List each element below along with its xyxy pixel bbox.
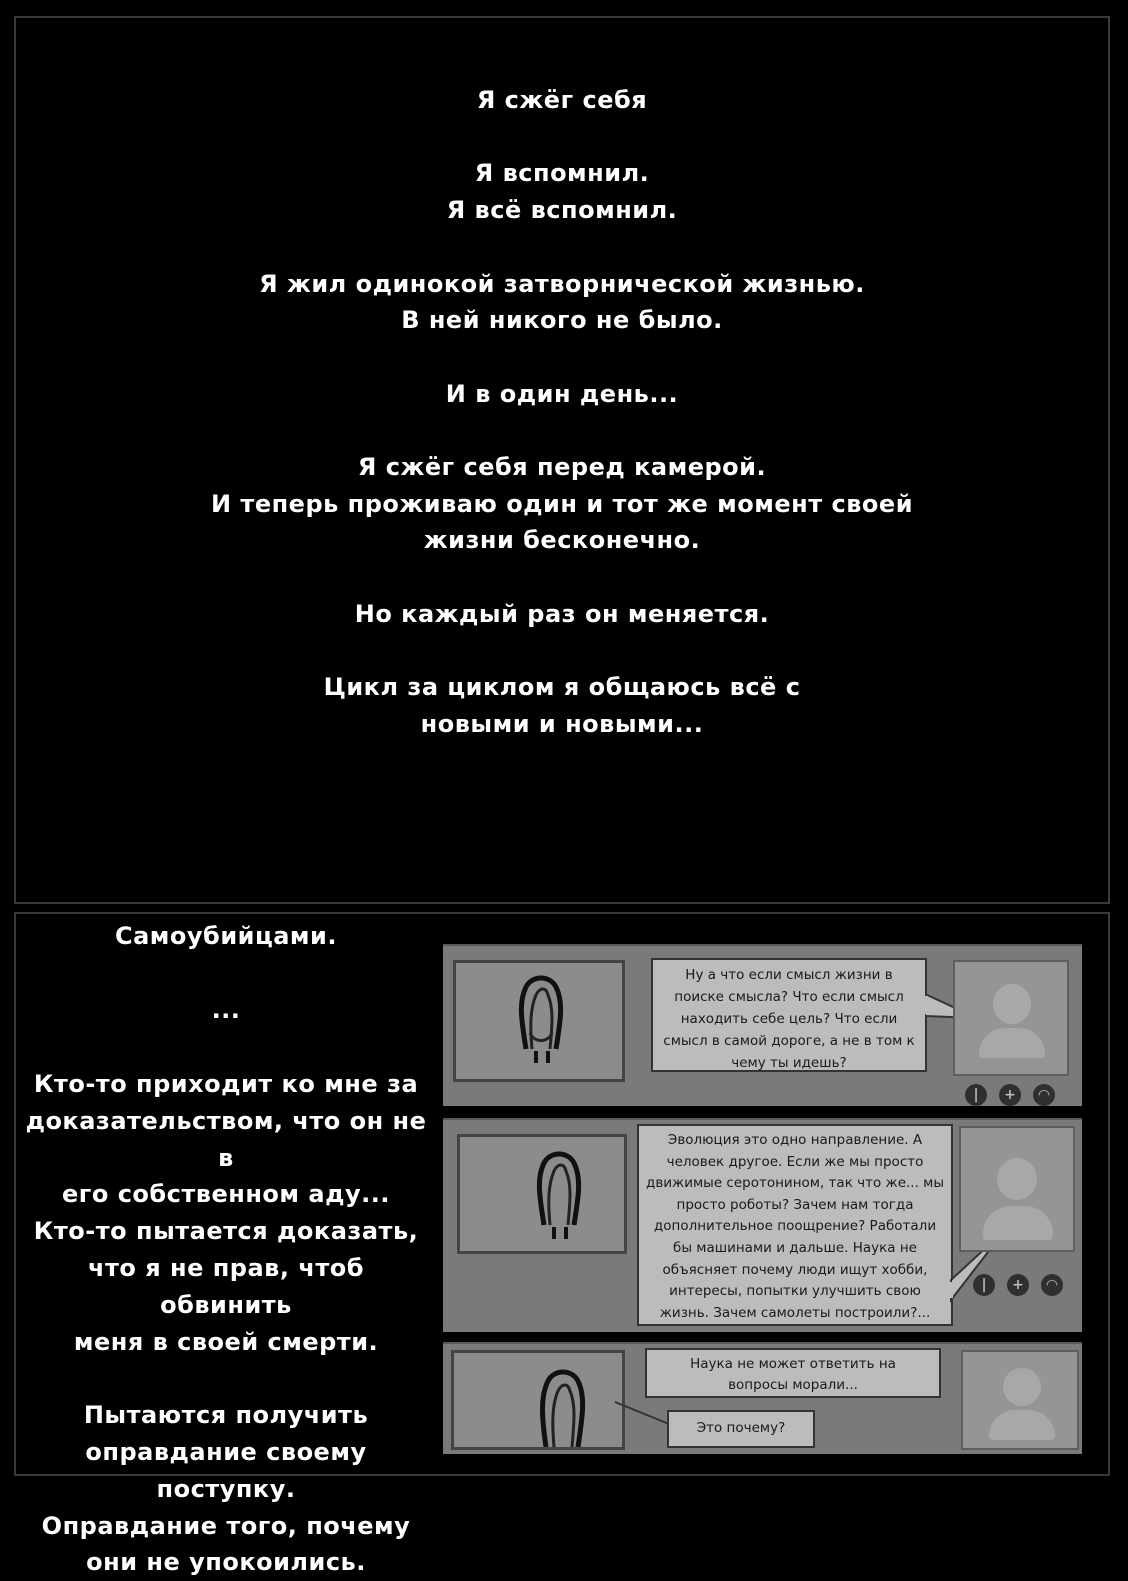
- speech-bubble-top: Наука не может ответить на вопросы морали...: [645, 1348, 941, 1398]
- avatar: [953, 960, 1069, 1076]
- add-icon[interactable]: +: [1007, 1274, 1029, 1296]
- video-call-2: [443, 1118, 1082, 1332]
- narration-title: Самоубийцами.: [115, 922, 337, 950]
- burned-figure-image: [456, 963, 622, 1079]
- webcam-feed: [453, 960, 625, 1082]
- speech-bubble-reply: Это почему?: [667, 1410, 815, 1448]
- burned-figure-image: [460, 1137, 624, 1251]
- narration-body: Кто-то приходит ко мне за доказательством, что он не в его собственном аду... Кто-то пытается доказать, что я не прав, чтоб обвинить меня в своей смерти. Пытаются получить оправдание своему поступку. Оправдание того, почему они не упокоились.: [25, 1070, 427, 1577]
- microphone-icon[interactable]: |: [965, 1084, 987, 1106]
- avatar: [961, 1350, 1079, 1450]
- add-icon[interactable]: +: [999, 1084, 1021, 1106]
- top-narration: Я сжёг себя Я вспомнил. Я всё вспомнил. Я жил одинокой затворнической жизнью. В ней никого не было. И в один день... Я сжёг себя перед камерой. И теперь проживаю один и тот же момент своей жизни бесконечно. Но каждый раз он меняется. Цикл за циклом я общаюсь всё с новыми и новыми...: [210, 86, 914, 738]
- narration-ellipsis: ...: [211, 996, 241, 1024]
- hangup-icon[interactable]: ◠: [1033, 1084, 1055, 1106]
- bubble-tail: [613, 1400, 673, 1430]
- microphone-icon[interactable]: |: [973, 1274, 995, 1296]
- burned-figure-image: [454, 1353, 622, 1447]
- webcam-feed: [451, 1350, 625, 1450]
- video-call-3: [443, 1342, 1082, 1454]
- hangup-icon[interactable]: ◠: [1041, 1274, 1063, 1296]
- speech-bubble: Ну а что если смысл жизни в поиске смысла? Что если смысл находить себе цель? Что если смысл в самой дороге, а не в том к чему ты идешь?: [651, 958, 927, 1072]
- top-panel: [14, 16, 1110, 904]
- webcam-feed: [457, 1134, 627, 1254]
- avatar: [959, 1126, 1075, 1252]
- video-call-1: [443, 944, 1082, 1106]
- speech-bubble: Эволюция это одно направление. А человек другое. Если же мы просто движимые серотонином, так что же... мы просто роботы? Зачем нам тогда дополнительное поощрение? Работали бы машинами и дальше. Наука не объясняет почему люди ищут хобби, интересы, попытки улучшить свою жизнь. Зачем самолеты построили?...: [637, 1124, 953, 1326]
